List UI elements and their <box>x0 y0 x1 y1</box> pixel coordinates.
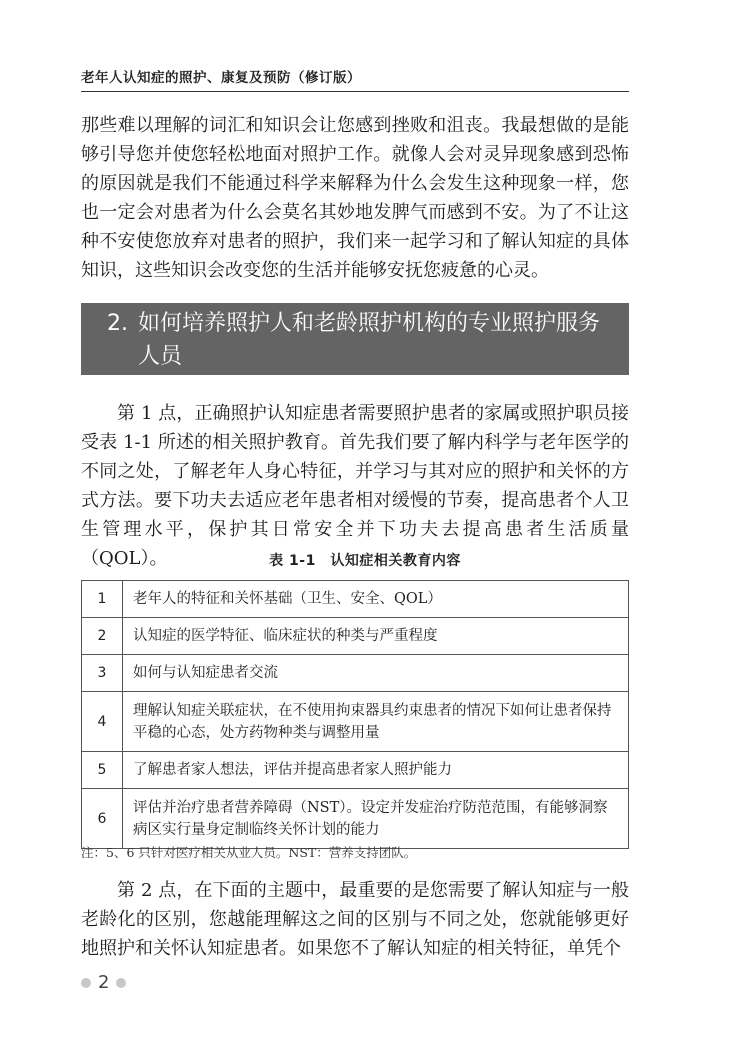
page-number: 2 <box>98 972 110 993</box>
table-row <box>82 581 629 618</box>
paragraph-3: 第 2 点，在下面的主题中，最重要的是您需要了解认知症与一般老龄化的区别，您越能理解这之间的区别与不同之处，您就能够更好地照护和关怀认知症患者。如果您不了解认知症的相关特征，单凭个 <box>81 880 629 959</box>
row-text: 理解认知症关联症状，在不使用拘束器具约束患者的情况下如何让患者保持平稳的心态，处方药物种类与调整用量 <box>123 692 629 752</box>
section-number: 2. <box>107 311 128 336</box>
row-number: 4 <box>82 692 123 752</box>
row-number: 6 <box>82 789 123 849</box>
row-text: 认知症的医学特征、临床症状的种类与严重程度 <box>123 618 629 655</box>
row-text: 评估并治疗患者营养障碍（NST）。设定并发症治疗防范范围，有能够洞察病区实行量身定制临终关怀计划的能力 <box>123 789 629 849</box>
row-text: 了解患者家人想法，评估并提高患者家人照护能力 <box>123 752 629 789</box>
row-text: 如何与认知症患者交流 <box>123 655 629 692</box>
row-number: 3 <box>82 655 123 692</box>
table-row <box>82 618 629 655</box>
header-rule <box>81 91 629 92</box>
right-dot-icon <box>116 978 126 988</box>
table-row <box>82 692 629 752</box>
row-number: 5 <box>82 752 123 789</box>
row-text: 老年人的特征和关怀基础（卫生、安全、QOL） <box>123 581 629 618</box>
section-title: 如何培养照护人和老龄照护机构的专业照护服务人员 <box>138 311 601 369</box>
running-head: 老年人认知症的照护、康复及预防（修订版） <box>81 70 361 86</box>
row-number: 2 <box>82 618 123 655</box>
table-note: 注：5、6 只针对医疗相关从业人员。NST：营养支持团队。 <box>81 845 417 860</box>
section-heading <box>81 303 629 375</box>
table-caption: 表 1-1 认知症相关教育内容 <box>269 553 461 569</box>
education-table <box>81 580 629 849</box>
row-number: 1 <box>82 581 123 618</box>
paragraph-2: 第 1 点，正确照护认知症患者需要照护患者的家属或照护职员接受表 1-1 所述的相关照护教育。首先我们要了解内科学与老年医学的不同之处，了解老年人身心特征，并学习与其对应的照护和关怀的方式方法。要下功夫去适应老年患者相对缓慢的节奏，提高患者个人卫生管理水平，保护其日常安全并下功夫去提高患者生活质量（QOL）。 <box>81 403 629 569</box>
table-row <box>82 752 629 789</box>
paragraph-1: 那些难以理解的词汇和知识会让您感到挫败和沮丧。我最想做的是能够引导您并使您轻松地面对照护工作。就像人会对灵异现象感到恐怖的原因就是我们不能通过科学来解释为什么会发生这种现象一样，您也一定会对患者为什么会莫名其妙地发脾气而感到不安。为了不让这种不安使您放弃对患者的照护，我们来一起学习和了解认知症的具体知识，这些知识会改变您的生活并能够安抚您疲惫的心灵。 <box>81 115 629 281</box>
table-row <box>82 655 629 692</box>
table-row <box>82 789 629 849</box>
left-dot-icon <box>81 978 91 988</box>
page-footer <box>81 973 126 993</box>
